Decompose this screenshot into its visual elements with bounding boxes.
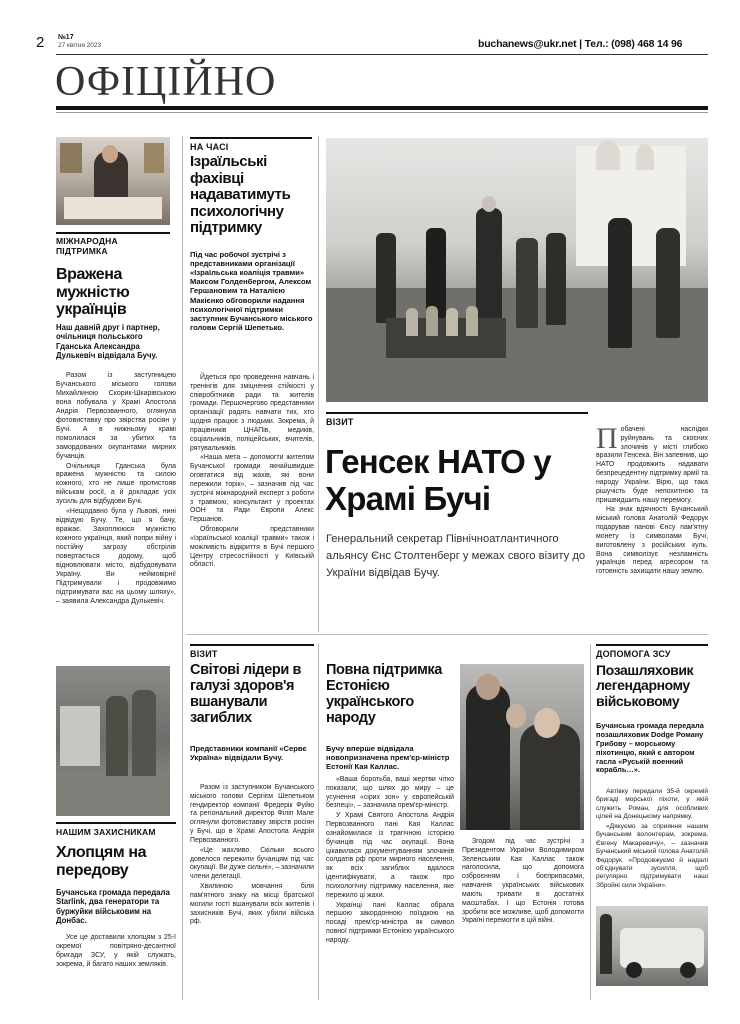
lead-israel: Під час робочої зустрічі з представниками організації «Ізраїльська коаліція травми» Максом Голденбергом, Алексом Гершановим та Наталією Макієнко обговорили надання психологічної підтримки заступник Бучанського міського голови Сергій Шепетько. xyxy=(190,250,313,332)
paragraph: Разом із заступником Бучанського міського голови Сергієм Шепетьком гендиректор компанії Фредерік Фуйю та регіональний директор Філіп Мале оглянули фотовиставку звірств росіян у Бучі, що в Храмі Апостола Андрія Первозванного. xyxy=(190,784,314,844)
standfirst-nato: Генеральний секретар Північноатлантичного альянсу Єнс Столтенберг у межах свого візиту до України відвідав Бучу. xyxy=(326,533,586,579)
section-title: ОФІЦІЙНО xyxy=(55,59,277,105)
paragraph: «Нещодавно була у Львові, нині відвідую Бучу. Те, що я бачу, вражає. Захоплююся мужністю кожного українця, який попри війну і постійну загрозу обстрілів повертається додому, щоб відновлювати місто, відбудовувати Україну. Ви неймовірні! Підтримували і продовжимо підтримувати вас на цьому шляху», – заявила Александра Дулькевіч. xyxy=(56,508,176,605)
headline-nato: Генсек НАТО у Храмі Бучі xyxy=(325,443,551,517)
page-number: 2 xyxy=(36,34,45,51)
lead-estonia: Бучу вперше відвідала новопризначена прем'єр-міністр Естонії Кая Каллас. xyxy=(326,744,450,772)
paragraph: Очільниця Гданська була вражена мужністю та силою кожного, хто не лише протистояв військам росії, а й докладає усіх зусиль для відбудови Бучі. xyxy=(56,462,176,506)
paragraph-text: обачені наслідки руйнувань та скоєних злочинів у місті глибоко вразили Генсека. Він запевнив, що НАТО продовжить надавати безпрецедентну підтримку армії та народу України. Вірю, що така рішучість буде непохитною та пришвидшить нашу перемогу. xyxy=(596,426,708,504)
paragraph: Автівку передали 35-й окремій бригаді морської піхоти, у якій служить Роман, для особливих цілей на Донецькому напрямку. xyxy=(596,788,708,821)
headline-israel: Ізраїльські фахівці надаватимуть психологічну підтримку xyxy=(190,153,291,236)
paragraph: «Наша мета – допомогти жителям Бучанської громади якнайшвидше оговтатися від жахів, які вони пережили торік», – зазначив під час зустрічі міжнародний експерт з роботи з травмою, консультант у проектах ООН та Ради Європи Алекс Гершанов. xyxy=(190,454,314,524)
column-rule xyxy=(590,644,591,1000)
paragraph: Обговорили представники «Ізраїльської коаліції травми» також і можливість відкриття в Бучі першого Центру стресостійкості у Київській області. xyxy=(190,526,314,569)
paragraph xyxy=(596,422,708,505)
section-rule-thin xyxy=(56,112,708,113)
headline-starlink: Хлопцям на передову xyxy=(56,844,147,879)
kicker-on-time: НА ЧАСІ xyxy=(190,137,312,152)
kicker-zsu-help: ДОПОМОГА ЗСУ xyxy=(596,644,708,659)
soldiers-photo xyxy=(56,666,170,816)
drop-cap: П xyxy=(596,422,618,455)
contacts: buchanews@ukr.net | Тел.: (098) 468 14 96 xyxy=(478,38,683,50)
headline-estonia: Повна підтримка Естонією українського народу xyxy=(326,662,442,726)
nato-visit-photo xyxy=(326,138,708,402)
lead-gdansk: Наш давній друг і партнер, очільниця польського Гданська Александра Дулькевіч відвідала Бучу. xyxy=(56,323,160,361)
paragraph: «Це жахливо. Скільки всього довелося пережити бучанцям під час окупації. Ви дуже сильні», – зазначили члени делегації. xyxy=(190,846,314,881)
column-rule xyxy=(182,136,183,1000)
column-rule xyxy=(318,136,319,632)
paragraph: Хвилиною мовчання біля пам'ятного знаку на місці братської могили гості вшанували всіх жителів і захисників Бучі, яких убили війська рф. xyxy=(190,883,314,926)
gdansk-mayor-photo xyxy=(56,137,170,225)
lead-zsu: Бучанська громада передала позашляховик Dodge Роману Грибову – морському піхотинцю, який є автором гасла «Руській военний корабль…». xyxy=(596,721,704,775)
lead-starlink: Бучанська громада передала Starlink, два генератори та буржуйки військовим на Донбас. xyxy=(56,888,170,926)
issue-date: 27 квітня 2023 xyxy=(58,42,102,49)
headline-zsu: Позашляховик легендарному військовому xyxy=(596,662,694,709)
paragraph: Йдеться про проведення навчань і тренінгів для зміцнення стійкості у співробітників ради та жителів громади. Першочергово представники організації радять навчати тих, хто щодня працює з людьми. Зокрема, й працівників ЦНАПів, медиків, соціальників, поліцейських, вчителів, рятувальників. xyxy=(190,374,314,452)
paragraph: На знак вдячності Бучанський міський голова Анатолій Федорук подарував панові Єнсу пам'ятну монету із символами Бучі, виготовлену з російських куль. Вона символізує незламність українців перед агресором та готовність захищати нашу землю. xyxy=(596,506,708,576)
paragraph: Разом із заступницею Бучанського міського голови Михайлиною Скорик-Шкарівською вона побувала у Храмі Апостола Андрія Первозванного, оглянула фотовиставку про звірства росіян у Бучі. А в нижньому храмі помолилася за убитих та замордованих окупантами мирних бучанців. xyxy=(56,372,176,460)
row-rule xyxy=(186,634,708,635)
body-nato xyxy=(596,422,708,578)
issue-number: №17 xyxy=(58,34,74,41)
kicker-visit: ВІЗИТ xyxy=(326,412,588,427)
paragraph: «Ваша боротьба, ваші жертви чітко показали, що шлях до миру – це усунення «сірих зон» у європейській безпеці», – зазначила прем'єр-міністр. xyxy=(326,776,454,810)
section-rule xyxy=(56,106,708,110)
headline-health: Світові лідери в галузі здоров'я вшанували загиблих xyxy=(190,662,301,726)
body-zsu xyxy=(596,788,708,891)
body-gdansk xyxy=(56,372,176,608)
paragraph: У Храмі Святого Апостола Андрія Первозванного пані Кая Каллас ознайомилася із трагічною історією бучанців під час окупації. Вона цікавилася документуванням злочинів солдатів рф проти мирного населення, як всіх загиблих вдалося ідентифікувати, а також про психологічну підтримку населення, яке пережило ці жахи. xyxy=(326,812,454,899)
header-rule xyxy=(56,54,708,55)
paragraph: Українці пані Каллас обрала першою закордонною поїздкою на посаді прем'єр-міністра як символ повної підтримки Естонією українського народу. xyxy=(326,901,454,944)
headline-gdansk: Вражена мужністю українців xyxy=(56,266,130,319)
body-israel xyxy=(190,374,314,571)
kicker-visit-2: ВІЗИТ xyxy=(190,644,314,659)
body-estonia-col1 xyxy=(326,776,454,947)
lead-health: Представники компанії «Сервє Україна» відвідали Бучу. xyxy=(190,744,307,763)
column-rule xyxy=(318,644,319,1000)
body-starlink xyxy=(56,934,176,971)
dodge-truck-photo xyxy=(596,906,708,986)
paragraph: Згодом під час зустрічі з Президентом України Володимиром Зеленським Кая Каллас також наголосила, що допомога озброєнням і боєприпасами, навчання українських військових мають тривати в достатніх масштабах. І що Естонія готова зробити все можливе, щоб допомогти Україні перемогти в цій війні. xyxy=(462,838,584,925)
kicker-defenders: НАШИМ ЗАХИСНИКАМ xyxy=(56,822,176,837)
estonia-pm-photo xyxy=(460,664,584,830)
paragraph: «Дякуємо за сприяння нашим бучанським волонтерам, зокрема, Євгену Макаревичу», – зазначив Бучанський міський голова Анатолій Федорук. «Продовжуємо й надалі об'єднувати зусилля, щоб регулярно підтримувати наші Збройні сили України». xyxy=(596,822,708,889)
body-estonia-col2 xyxy=(462,838,584,927)
paragraph: Усе це доставили хлопцям з 25-ї окремої повітряно-десантної бригади ЗСУ, у якій служать, зокрема, й багато наших земляків. xyxy=(56,934,176,968)
body-health xyxy=(190,784,314,928)
kicker-international: МІЖНАРОДНА ПІДТРИМКА xyxy=(56,232,170,257)
